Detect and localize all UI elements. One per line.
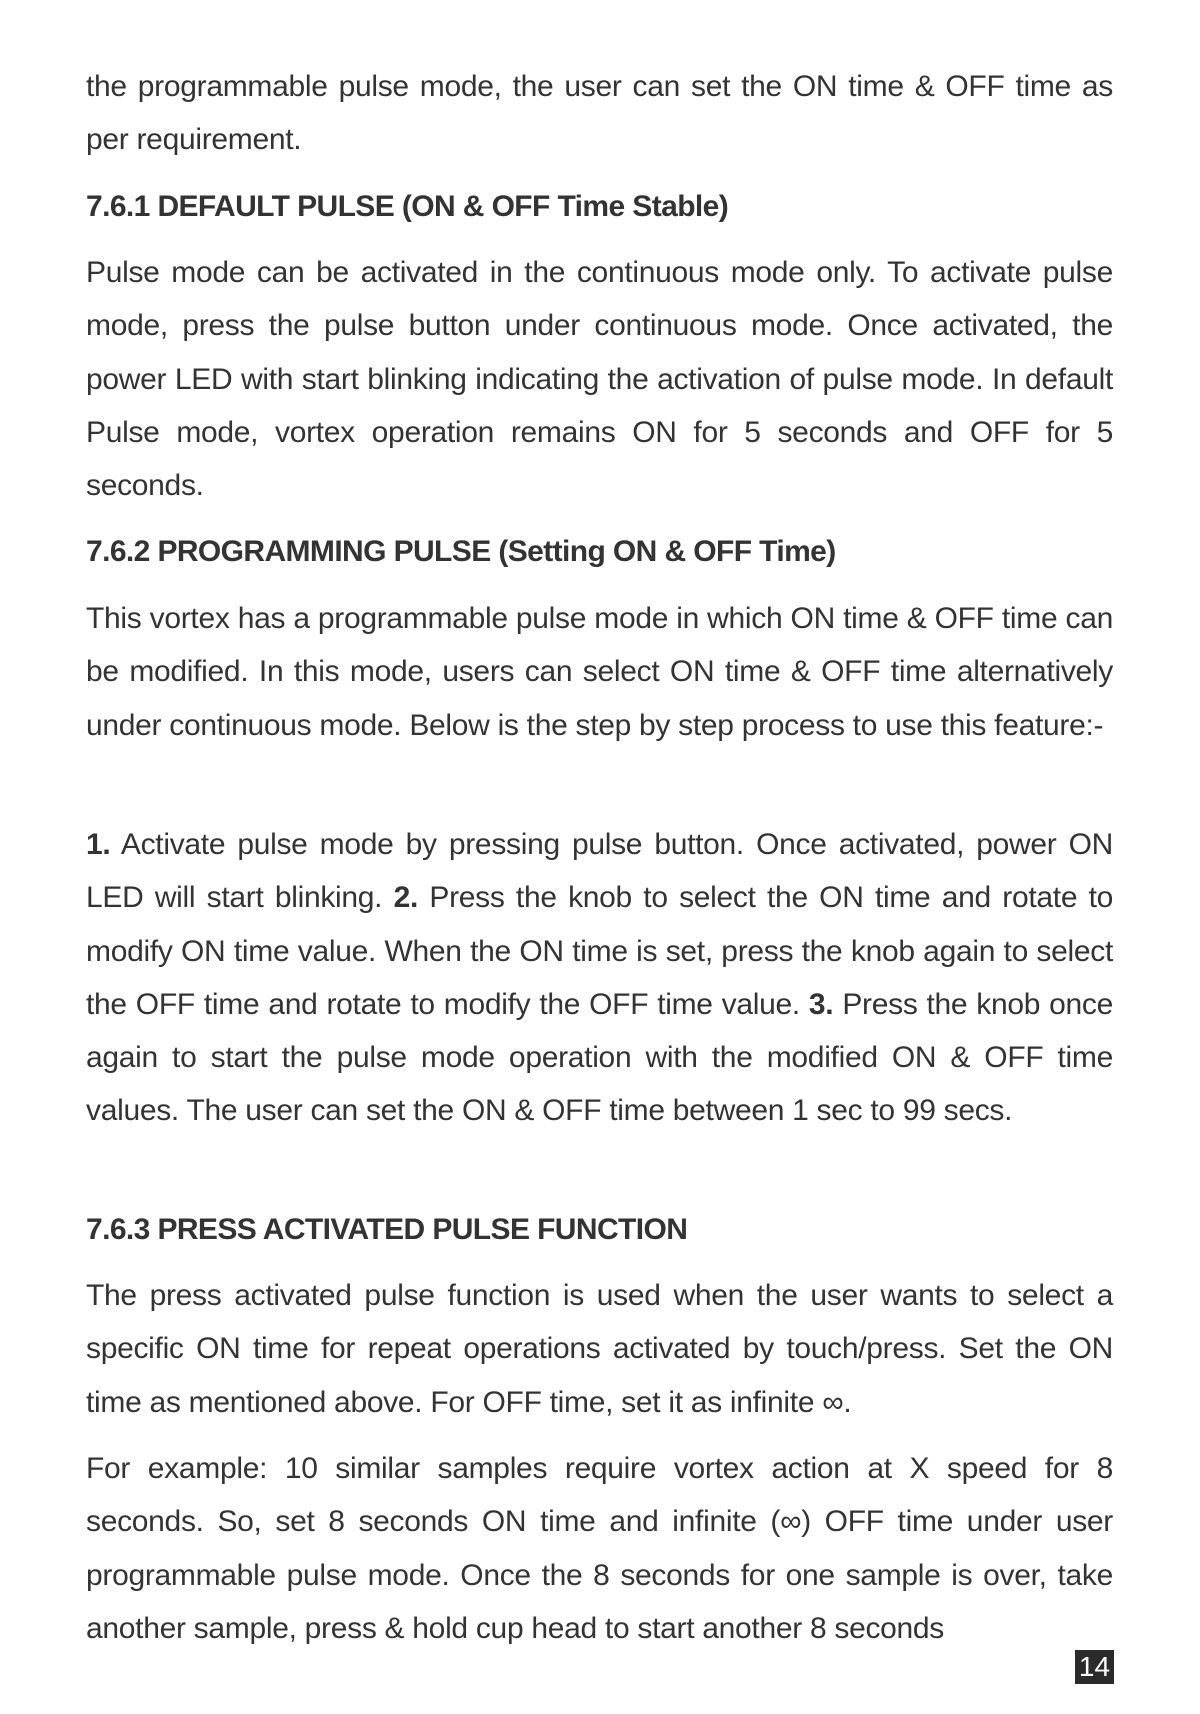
step-number: 2.: [393, 881, 419, 915]
press-activated-paragraph: The press activated pulse function is used when the user wants to select a specific ON time for repeat operations activated by touch/press. Set the ON time as mentioned above. For OFF time, set it as infinite ∞.: [86, 1279, 1113, 1419]
programming-pulse-paragraph: This vortex has a programmable pulse mode in which ON time & OFF time can be modified. In this mode, users can select ON time & OFF time alternatively under continuous mode. Below is the step by step process to use this feature:-: [86, 602, 1113, 742]
steps-paragraph: [86, 818, 1113, 1138]
page-number: 14: [1075, 1650, 1114, 1684]
heading-7-6-1: 7.6.1 DEFAULT PULSE (ON & OFF Time Stable): [86, 190, 729, 223]
step-text: Press the knob once again to start the pulse mode operation with the modified ON & OFF time values. The user can set the ON & OFF time between 1 sec to 99 secs.: [86, 987, 1113, 1128]
step-text: Activate pulse mode by pressing pulse button. Once activated, power ON LED will start blinking.: [86, 828, 1113, 915]
intro-paragraph: the programmable pulse mode, the user can set the ON time & OFF time as per requirement.: [86, 70, 1113, 157]
step-number: 3.: [808, 987, 834, 1021]
step-number: 1.: [86, 828, 111, 861]
example-paragraph: For example: 10 similar samples require vortex action at X speed for 8 seconds. So, set 8 seconds ON time and infinite (∞) OFF time under user programmable pulse mode. Once the 8 seconds for one sample is over, take another sample, press & hold cup head to start another 8 seconds: [86, 1452, 1113, 1645]
step-text: Press the knob to select the ON time and rotate to modify ON time value. When the ON time is set, press the knob again to select the OFF time and rotate to modify the OFF time value.: [86, 881, 1113, 1021]
default-pulse-paragraph: Pulse mode can be activated in the continuous mode only. To activate pulse mode, press the pulse button under continuous mode. Once activated, the power LED with start blinking indicating the activation of pulse mode. In default Pulse mode, vortex operation remains ON for 5 seconds and OFF for 5 seconds.: [86, 256, 1113, 503]
heading-7-6-3: 7.6.3 PRESS ACTIVATED PULSE FUNCTION: [86, 1213, 688, 1246]
heading-7-6-2: 7.6.2 PROGRAMMING PULSE (Setting ON & OFF Time): [86, 535, 836, 568]
